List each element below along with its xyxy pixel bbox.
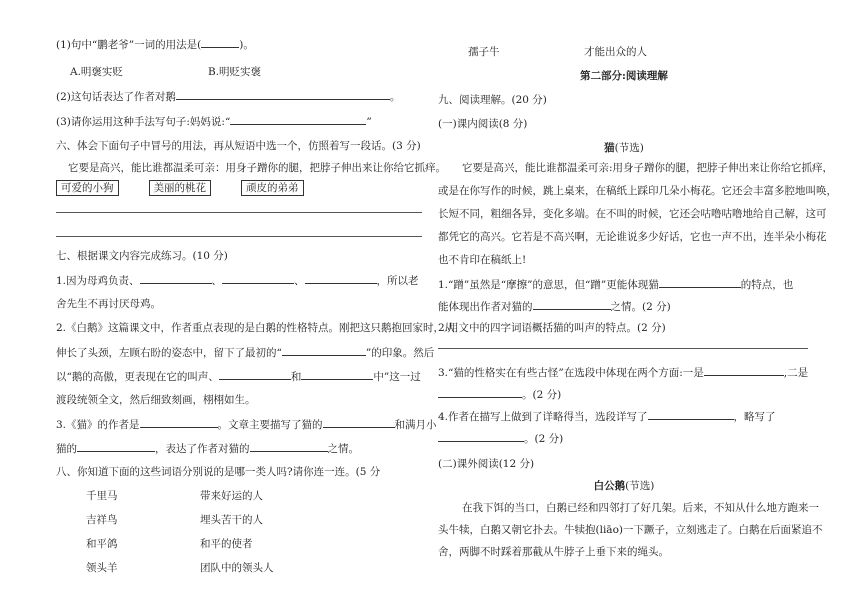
option-a: A.明褒实贬 xyxy=(70,66,123,78)
reading-q4-line1: 4.作者在描写上做到了详略得当，选段详写了 ，略写了 xyxy=(438,408,776,424)
answer-blank[interactable] xyxy=(77,440,155,452)
answer-blank[interactable] xyxy=(219,368,291,380)
answer-blank[interactable] xyxy=(648,408,734,420)
section-6-example: 它要是高兴，能比谁都温柔可亲：用身子蹭你的腿，把脖子伸出来让你给它抓痒。 xyxy=(68,162,446,174)
answer-blank[interactable] xyxy=(222,272,294,284)
section-7-heading: 七、根据课文内容完成练习。(10 分) xyxy=(56,250,228,262)
passage-1-line: 它要是高兴，能比谁都温柔可亲:用身子蹭你的腿，把脖子伸出来让你给它抓痒， xyxy=(462,162,834,174)
section-6-heading: 六、体会下面句子中冒号的用法，再从短语中选一个，仿照着写一段话。(3 分) xyxy=(56,140,421,152)
option-b: B.明贬实褒 xyxy=(208,66,262,78)
pair-left-item[interactable]: 孺子牛 xyxy=(468,46,500,58)
phrase-options xyxy=(56,180,334,196)
reading-q3-line2: 。(2 分) xyxy=(438,386,561,402)
section-7-q2-line4: 渡段统领全文，然后细致刻画，栩栩如生。 xyxy=(56,394,256,406)
passage-1-line: 也不肯印在稿纸上! xyxy=(438,254,527,266)
answer-blank[interactable] xyxy=(323,416,395,428)
reading-2-heading: (二)课外阅读(12 分) xyxy=(438,458,535,470)
section-7-q2-line2: 伸长了头颈，左顾右盼的姿态中，留下了最初的“ ”的印象。然后 xyxy=(56,344,434,360)
section-7-q2-line3: 以“鹅的高傲，更表现在它的叫声、 和 中”这一过 xyxy=(56,368,421,384)
question-3: (3)请你运用这种手法写句子:妈妈说:“ ” xyxy=(56,113,372,129)
reading-1-heading: (一)课内阅读(8 分) xyxy=(438,118,528,130)
pair-left-item[interactable]: 吉祥鸟 xyxy=(86,514,118,526)
section-7-q3-line1: 3.《猫》的作者是 。文章主要描写了猫的 和满月小 xyxy=(56,416,437,432)
pair-left-item[interactable]: 千里马 xyxy=(86,490,118,502)
reading-q2: 2.用文中的四字词语概括猫的叫声的特点。(2 分) xyxy=(438,322,666,334)
pair-right-item[interactable]: 才能出众的人 xyxy=(584,46,647,58)
answer-blank[interactable] xyxy=(704,364,784,376)
section-8-heading: 八、你知道下面的这些词语分别说的是哪一类人吗?请你连一连。(5 分 xyxy=(56,466,381,478)
passage-2-title: 白公鹅(节选) xyxy=(593,480,655,492)
section-7-q1: 1.因为母鸡负责、 、 、 ，所以老 xyxy=(56,272,419,288)
pair-right-item[interactable]: 和平的使者 xyxy=(200,538,253,550)
pair-left-item[interactable]: 领头羊 xyxy=(86,562,118,574)
pair-left-item[interactable]: 和平鸽 xyxy=(86,538,118,550)
section-7-q2-line1: 2.《白鹅》这篇课文中，作者重点表现的是白鹅的性格特点。刚把这只鹅抱回家时，从 xyxy=(56,322,455,334)
answer-blank[interactable] xyxy=(438,430,524,442)
question-2: (2)这句话表达了作者对鹅 。 xyxy=(56,88,400,104)
answer-blank[interactable] xyxy=(305,272,377,284)
answer-blank[interactable] xyxy=(140,272,212,284)
answer-blank[interactable] xyxy=(176,88,390,100)
pair-right-item[interactable]: 埋头苦干的人 xyxy=(200,514,263,526)
passage-2-line: 头牛犊，白鹅又朝它扑去。牛犊抱(liāo)一下蹶子，立刻逃走了。白鹅在后面紧追不 xyxy=(438,524,823,536)
writing-line[interactable] xyxy=(56,236,422,237)
pair-right-item[interactable]: 团队中的领头人 xyxy=(200,562,274,574)
passage-1-line: 都凭它的高兴。它若是不高兴啊，无论谁说多少好话，它也一声不出，连半朵小梅花 xyxy=(438,231,827,243)
writing-line[interactable] xyxy=(56,212,422,213)
passage-2-line: 在我下饵的当口，白鹅已经和四邻打了好几架。后来，不知从什么地方跑来一 xyxy=(462,502,819,514)
reading-q3-line1: 3.“猫的性格实在有些古怪”在选段中体现在两个方面:一是 ,二是 xyxy=(438,364,808,380)
reading-q4-line2: 。(2 分) xyxy=(438,430,563,446)
writing-line[interactable] xyxy=(438,348,808,349)
section-9-heading: 九、阅读理解。(20 分) xyxy=(438,94,547,106)
section-7-q3-line2: 猫的 ，表达了作者对猫的 之情。 xyxy=(56,440,359,456)
part-2-heading: 第二部分:阅读理解 xyxy=(580,70,668,82)
answer-blank[interactable] xyxy=(438,386,522,398)
passage-1-line: 或是在你写作的时候，跳上桌来，在稿纸上踩印几朵小梅花。它还会丰富多腔地叫唤， xyxy=(438,185,837,197)
phrase-box[interactable]: 顽皮的弟弟 xyxy=(241,180,304,196)
phrase-box[interactable]: 美丽的桃花 xyxy=(149,180,212,196)
reading-q1-line1: 1.“蹭”虽然是“摩擦”的意思，但“蹭”更能体现猫 的特点，也 xyxy=(438,276,793,292)
answer-blank[interactable] xyxy=(282,344,366,356)
passage-2-line: 舍，两脚不时踩着那截从牛脖子上垂下来的绳头。 xyxy=(438,546,669,558)
passage-1-title: 猫(节选) xyxy=(604,142,644,154)
answer-blank[interactable] xyxy=(201,36,239,48)
answer-blank[interactable] xyxy=(659,276,741,288)
section-7-q1-cont: 舍先生不再讨厌母鸡。 xyxy=(56,298,161,310)
answer-blank[interactable] xyxy=(533,298,611,310)
phrase-box[interactable]: 可爱的小狗 xyxy=(56,180,119,196)
answer-blank[interactable] xyxy=(140,416,218,428)
question-1: (1)句中“鹏老爷”一词的用法是( )。 xyxy=(56,36,254,52)
answer-blank[interactable] xyxy=(301,368,373,380)
answer-blank[interactable] xyxy=(250,440,328,452)
passage-1-line: 长短不同，粗细各异，变化多端。在不叫的时候，它还会咕噜咕噜地给自己解，这可 xyxy=(438,208,827,220)
pair-right-item[interactable]: 带来好运的人 xyxy=(200,490,263,502)
answer-blank[interactable] xyxy=(230,113,366,125)
reading-q1-line2: 能体现出作者对猫的 之情。(2 分) xyxy=(438,298,671,314)
